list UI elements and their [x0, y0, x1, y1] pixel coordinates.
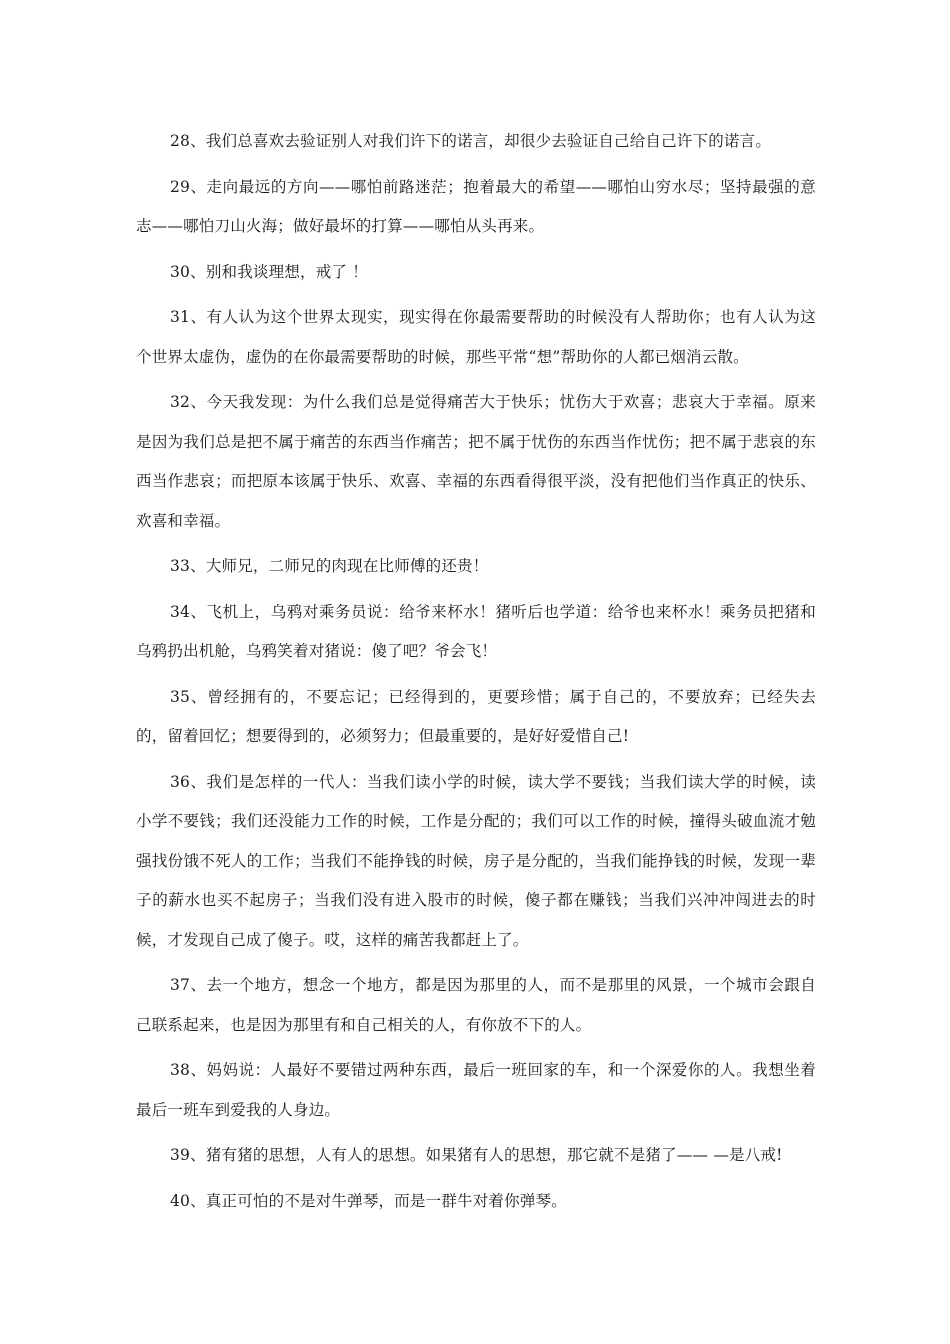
- paragraph-30: 30、别和我谈理想，戒了 ！: [170, 262, 368, 281]
- paragraph-40: 40、真正可怕的不是对牛弹琴，而是一群牛对着你弹琴。: [170, 1191, 567, 1210]
- paragraph-33: 33、大师兄，二师兄的肉现在比师傅的还贵！: [170, 557, 489, 575]
- paragraph-34: 34、飞机上，乌鸦对乘务员说：给爷来杯水！猪听后也学道：给爷也来杯水！乘务员把猪和乌鸦扔出机舱，乌鸦笑着对猪说：傻了吧？爷会飞！: [136, 602, 816, 660]
- document-body: [136, 122, 816, 1227]
- paragraph-38: 38、妈妈说：人最好不要错过两种东西，最后一班回家的车，和一个深爱你的人。我想坐着最后一班车到爱我的人身边。: [136, 1061, 816, 1119]
- paragraph-35: 35、曾经拥有的，不要忘记；已经得到的，更要珍惜；属于自己的，不要放弃；已经失去的，留着回忆；想要得到的，必须努力；但最重要的，是好好爱惜自己!: [136, 687, 816, 745]
- paragraph-37: 37、去一个地方，想念一个地方，都是因为那里的人，而不是那里的风景，一个城市会跟自己联系起来，也是因为那里有和自己相关的人，有你放不下的人。: [136, 976, 816, 1034]
- paragraph-36: 36、我们是怎样的一代人：当我们读小学的时候，读大学不要钱；当我们读大学的时候，读小学不要钱；我们还没能力工作的时候，工作是分配的；我们可以工作的时候，撞得头破血流才勉强找份饿不死人的工作；当我们不能挣钱的时候，房子是分配的，当我们能挣钱的时候，发现一辈子的薪水也买不起房子；当我们没有进入股市的时候，傻子都在赚钱；当我们兴冲冲闯进去的时候，才发现自己成了傻子。哎，这样的痛苦我都赶上了。: [136, 772, 816, 949]
- paragraph-31: 31、有人认为这个世界太现实，现实得在你最需要帮助的时候没有人帮助你；也有人认为这个世界太虚伪，虚伪的在你最需要帮助的时候，那些平常“想”帮助你的人都已烟消云散。: [136, 308, 816, 366]
- paragraph-32: 32、今天我发现：为什么我们总是觉得痛苦大于快乐；忧伤大于欢喜；悲哀大于幸福。原来是因为我们总是把不属于痛苦的东西当作痛苦；把不属于忧伤的东西当作忧伤；把不属于悲哀的东西当作悲哀；而把原本该属于快乐、欢喜、幸福的东西看得很平淡，没有把他们当作真正的快乐、欢喜和幸福。: [136, 393, 816, 530]
- paragraph-28: 28、我们总喜欢去验证别人对我们许下的诺言，却很少去验证自己给自己许下的诺言。: [170, 132, 772, 150]
- paragraph-29: 29、走向最远的方向——哪怕前路迷茫；抱着最大的希望——哪怕山穷水尽；坚持最强的意志——哪怕刀山火海；做好最坏的打算——哪怕从头再来。: [136, 177, 816, 235]
- paragraph-39: 39、猪有猪的思想，人有人的思想。如果猪有人的思想，那它就不是猪了—— —是八戒!: [170, 1146, 783, 1164]
